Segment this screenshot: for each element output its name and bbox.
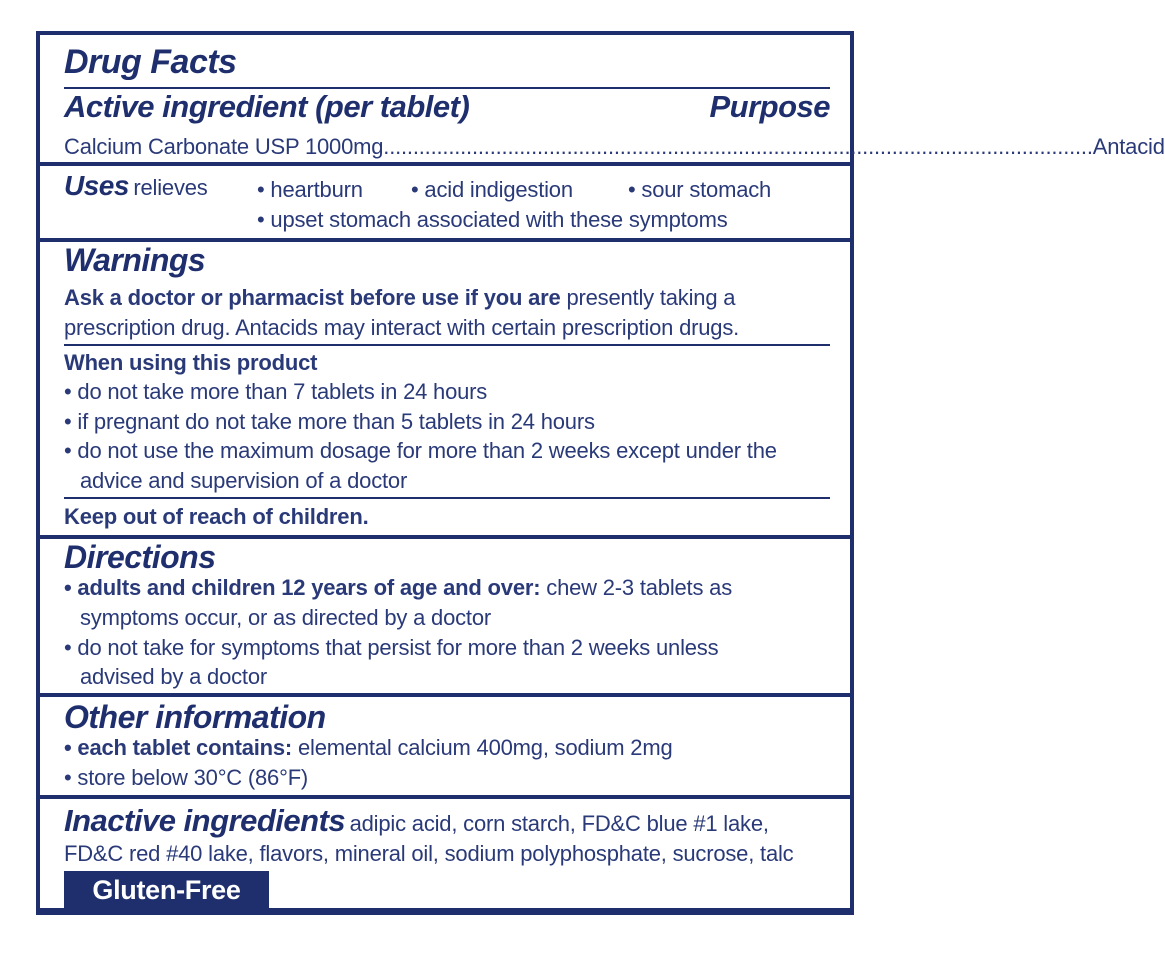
gluten-free-badge: Gluten-Free	[64, 871, 269, 909]
uses-heading: Uses	[64, 170, 129, 201]
directions-item-adults-line2: symptoms occur, or as directed by a doctor	[80, 605, 491, 630]
active-ingredient-heading: Active ingredient (per tablet)	[64, 89, 470, 124]
keep-out-of-reach: Keep out of reach of children.	[64, 504, 369, 529]
when-using-item-continued: advice and supervision of a doctor	[80, 468, 408, 493]
uses-item: • upset stomach associated with these symptoms	[257, 207, 728, 232]
uses-item: • heartburn	[257, 177, 363, 202]
directions-item-adults-bold: • adults and children 12 years of age and over:	[64, 575, 541, 600]
other-item-tablet-contains-bold: • each tablet contains:	[64, 735, 293, 760]
when-using-item: • do not use the maximum dosage for more than 2 weeks except under the	[64, 438, 777, 463]
warning-ask-doctor-line2: prescription drug. Antacids may interact with certain prescription drugs.	[64, 315, 740, 340]
inactive-ingredients-row	[64, 803, 769, 839]
warning-ask-doctor	[64, 285, 735, 311]
directions-item-adults	[64, 575, 732, 601]
warning-ask-doctor-bold: Ask a doctor or pharmacist before use if you are	[64, 285, 561, 310]
purpose-heading: Purpose	[709, 89, 830, 124]
divider	[64, 344, 830, 346]
directions-item-adults-text: chew 2-3 tablets as	[546, 575, 733, 600]
section-divider	[40, 795, 850, 799]
other-information-heading: Other information	[64, 699, 326, 735]
uses-intro: relieves	[133, 175, 208, 200]
section-divider	[40, 693, 850, 697]
when-using-heading: When using this product	[64, 350, 318, 375]
active-ingredient-name: Calcium Carbonate USP 1000mg	[64, 134, 384, 159]
warnings-heading: Warnings	[64, 242, 206, 278]
other-item-tablet-contains-text: elemental calcium 400mg, sodium 2mg	[297, 735, 673, 760]
uses-heading-row	[64, 170, 208, 202]
drug-facts-title: Drug Facts	[64, 43, 237, 81]
other-item-storage: • store below 30°C (86°F)	[64, 765, 309, 790]
drug-facts-panel	[36, 31, 1165, 915]
directions-item-persist: • do not take for symptoms that persist for more than 2 weeks unless	[64, 635, 719, 660]
other-item-tablet-contains	[64, 735, 672, 761]
leader-dots: ........................................................................................................................	[383, 134, 1093, 159]
section-divider	[40, 162, 850, 166]
directions-item-persist-line2: advised by a doctor	[80, 664, 267, 689]
warning-ask-doctor-text: presently taking a	[566, 285, 736, 310]
inactive-ingredients-heading: Inactive ingredients	[64, 803, 346, 838]
inactive-ingredients-line2: FD&C red #40 lake, flavors, mineral oil, sodium polyphosphate, sucrose, talc	[64, 841, 794, 866]
uses-item: • acid indigestion	[411, 177, 573, 202]
when-using-item: • if pregnant do not take more than 5 tablets in 24 hours	[64, 409, 595, 434]
divider	[64, 497, 830, 499]
when-using-item: • do not take more than 7 tablets in 24 hours	[64, 379, 488, 404]
directions-heading: Directions	[64, 539, 216, 575]
purpose-value: Antacid	[1092, 134, 1165, 159]
inactive-ingredients-line1: adipic acid, corn starch, FD&C blue #1 lake,	[349, 811, 769, 836]
uses-item: • sour stomach	[628, 177, 772, 202]
active-ingredient-row	[64, 134, 1165, 160]
